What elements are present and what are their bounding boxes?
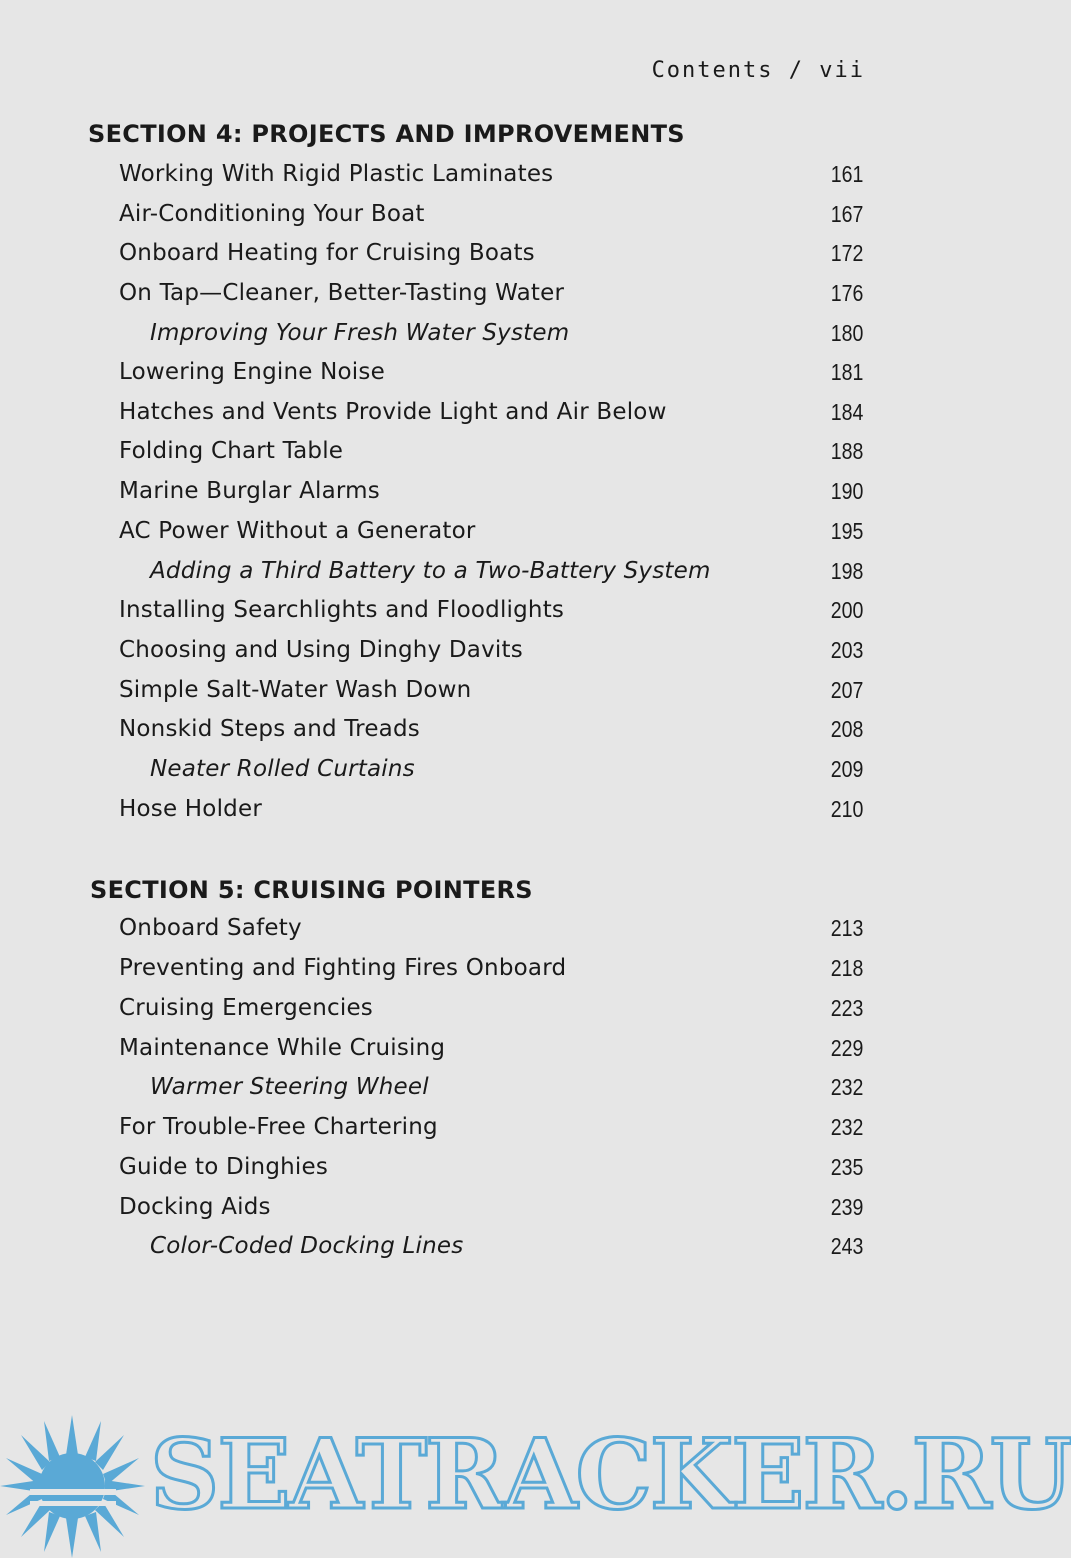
toc-entry-title: Working With Rigid Plastic Laminates — [119, 161, 554, 187]
toc-entry[interactable] — [0, 438, 963, 478]
toc-entry-page: 223 — [830, 995, 863, 1021]
toc-entry-title: Lowering Engine Noise — [119, 359, 385, 385]
toc-entry-title: Air-Conditioning Your Boat — [119, 201, 425, 227]
toc-entry[interactable] — [0, 399, 963, 439]
toc-entry-page: 218 — [830, 955, 863, 981]
toc-entry[interactable] — [0, 716, 963, 756]
toc-entry-page: 176 — [830, 280, 863, 306]
toc-entry-page: 172 — [830, 240, 863, 266]
toc-entry-title: On Tap—Cleaner, Better-Tasting Water — [119, 280, 565, 306]
toc-entry[interactable] — [0, 1194, 963, 1234]
toc-entry-page: 195 — [830, 518, 863, 544]
toc-entry-page: 167 — [830, 201, 863, 227]
toc-entry-title: Onboard Safety — [119, 915, 302, 941]
toc-entry-title: For Trouble-Free Chartering — [119, 1114, 438, 1140]
toc-entry-page: 210 — [830, 796, 863, 822]
toc-entry-title: Choosing and Using Dinghy Davits — [119, 637, 523, 663]
toc-entry-page: 188 — [830, 438, 863, 464]
toc-entry[interactable] — [0, 1114, 963, 1154]
toc-entry[interactable] — [0, 240, 963, 280]
toc-entry-title: Simple Salt-Water Wash Down — [119, 677, 472, 703]
toc-entry-title: Hose Holder — [119, 796, 262, 822]
toc-entry[interactable] — [0, 955, 963, 995]
toc-entry-page: 190 — [830, 478, 863, 504]
toc-entry-page: 232 — [830, 1074, 863, 1100]
toc-entry-title: Improving Your Fresh Water System — [150, 320, 570, 346]
toc-entry-page: 208 — [830, 716, 863, 742]
toc-entry-page: 207 — [830, 677, 863, 703]
toc-entry-title: Maintenance While Cruising — [119, 1035, 446, 1061]
running-head: Contents / vii — [651, 58, 865, 83]
toc-subentry[interactable] — [0, 320, 963, 360]
watermark-text: SEATRACKER.RU — [150, 1418, 1071, 1531]
toc-entry-title: Preventing and Fighting Fires Onboard — [119, 955, 567, 981]
toc-entry-title: AC Power Without a Generator — [119, 518, 476, 544]
toc-entry[interactable] — [0, 359, 963, 399]
toc-entry[interactable] — [0, 597, 963, 637]
toc-entry[interactable] — [0, 1035, 963, 1075]
toc-entry-page: 161 — [830, 161, 863, 187]
toc-entry-title: Neater Rolled Curtains — [150, 756, 415, 782]
toc-entry-page: 181 — [830, 359, 863, 385]
toc-entry-page: 180 — [830, 320, 863, 346]
toc-entry[interactable] — [0, 915, 963, 955]
toc-entry-title: Warmer Steering Wheel — [150, 1074, 429, 1100]
toc-entry[interactable] — [0, 161, 963, 201]
toc-entry-title: Adding a Third Battery to a Two-Battery System — [150, 558, 711, 584]
toc-entry-page: 209 — [830, 756, 863, 782]
toc-entry-page: 203 — [830, 637, 863, 663]
toc-entry-title: Folding Chart Table — [119, 438, 344, 464]
toc-entry[interactable] — [0, 1154, 963, 1194]
toc-entry[interactable] — [0, 280, 963, 320]
toc-entry-page: 232 — [830, 1114, 863, 1140]
toc-subentry[interactable] — [0, 558, 963, 598]
toc-entry-title: Onboard Heating for Cruising Boats — [119, 240, 535, 266]
toc-entry-page: 235 — [830, 1154, 863, 1180]
toc-entry[interactable] — [0, 201, 963, 241]
toc-entry[interactable] — [0, 796, 963, 836]
toc-entry-title: Color-Coded Docking Lines — [150, 1233, 464, 1259]
toc-entry[interactable] — [0, 677, 963, 717]
toc-entry-page: 243 — [830, 1233, 863, 1259]
toc-entry-page: 229 — [830, 1035, 863, 1061]
toc-entry[interactable] — [0, 478, 963, 518]
watermark — [0, 1415, 1071, 1558]
toc-entry-page: 184 — [830, 399, 863, 425]
toc-entry-title: Marine Burglar Alarms — [119, 478, 380, 504]
sun-icon — [0, 1415, 145, 1558]
section-4-title: SECTION 4: PROJECTS AND IMPROVEMENTS — [88, 120, 685, 148]
toc-subentry[interactable] — [0, 1233, 963, 1273]
toc-entry-title: Hatches and Vents Provide Light and Air Below — [119, 399, 667, 425]
toc-subentry[interactable] — [0, 756, 963, 796]
toc-entry-title: Installing Searchlights and Floodlights — [119, 597, 565, 623]
toc-entry-title: Guide to Dinghies — [119, 1154, 329, 1180]
toc-entry[interactable] — [0, 518, 963, 558]
section-5-title: SECTION 5: CRUISING POINTERS — [90, 876, 533, 904]
toc-entry-page: 239 — [830, 1194, 863, 1220]
toc-entry-page: 198 — [830, 558, 863, 584]
toc-entry-title: Cruising Emergencies — [119, 995, 373, 1021]
toc-entry-page: 213 — [830, 915, 863, 941]
toc-entry-title: Nonskid Steps and Treads — [119, 716, 420, 742]
toc-entry-title: Docking Aids — [119, 1194, 271, 1220]
toc-entry[interactable] — [0, 637, 963, 677]
toc-subentry[interactable] — [0, 1074, 963, 1114]
toc-entry[interactable] — [0, 995, 963, 1035]
toc-entry-page: 200 — [830, 597, 863, 623]
